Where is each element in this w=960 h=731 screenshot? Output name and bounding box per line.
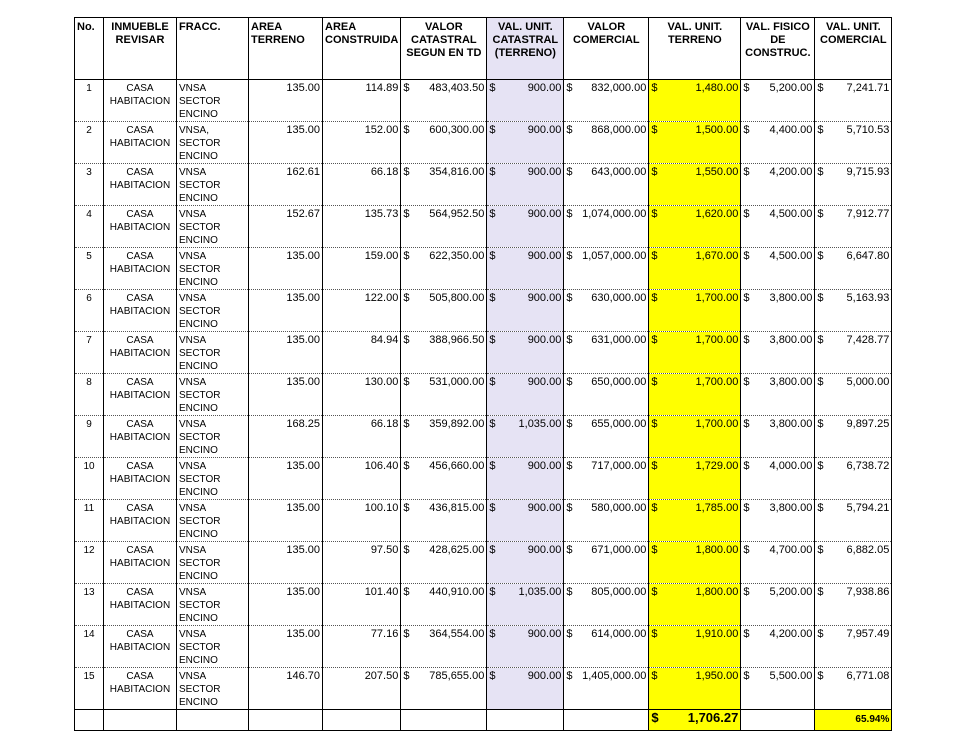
table-row	[75, 122, 892, 164]
cell-area-construida[interactable]: 207.50	[323, 668, 401, 710]
cell-inmueble[interactable]: CASA HABITACION	[104, 206, 177, 248]
cell-area-terreno[interactable]: 135.00	[249, 500, 323, 542]
cell-val-unit-terreno[interactable]: $ 1,729.00	[649, 458, 741, 500]
cell-valor-comercial[interactable]: $ 1,405,000.00	[564, 668, 649, 710]
currency-symbol: $	[489, 418, 496, 430]
cell-val-unit-terreno[interactable]: $ 1,700.00	[649, 332, 741, 374]
currency-symbol: $	[743, 124, 750, 136]
header-inmueble[interactable]: INMUEBLE REVISAR	[104, 18, 177, 80]
cell-val-unit-terreno[interactable]: $ 1,800.00	[649, 584, 741, 626]
currency-symbol: $	[817, 628, 824, 640]
cell-val-unit-comercial[interactable]: $ 5,794.21	[815, 500, 892, 542]
cell-area-construida[interactable]: 159.00	[323, 248, 401, 290]
cell-valor-catastral[interactable]: $ 428,625.00	[401, 542, 487, 584]
currency-symbol: $	[403, 502, 410, 514]
currency-symbol: $	[403, 628, 410, 640]
currency-symbol: $	[566, 628, 573, 640]
cell-fracc[interactable]: VNSA SECTOR ENCINO	[177, 164, 249, 206]
currency-symbol: $	[566, 670, 573, 682]
cell-val-unit-terreno[interactable]: $ 1,550.00	[649, 164, 741, 206]
currency-symbol: $	[817, 544, 824, 556]
cell-val-unit-comercial[interactable]: $ 7,938.86	[815, 584, 892, 626]
cell-valor-catastral[interactable]: $ 440,910.00	[401, 584, 487, 626]
cell-area-construida[interactable]: 130.00	[323, 374, 401, 416]
cell-fracc[interactable]: VNSA SECTOR ENCINO	[177, 458, 249, 500]
currency-symbol: $	[651, 82, 658, 94]
cell-val-unit-catastral[interactable]: $ 900.00	[487, 290, 564, 332]
currency-symbol: $	[489, 334, 496, 346]
cell-no[interactable]: 11	[75, 500, 104, 542]
currency-symbol: $	[743, 82, 750, 94]
currency-symbol: $	[566, 502, 573, 514]
currency-symbol: $	[817, 250, 824, 262]
cell-valor-comercial[interactable]: $ 868,000.00	[564, 122, 649, 164]
cell-no[interactable]: 14	[75, 626, 104, 668]
currency-symbol: $	[489, 502, 496, 514]
currency-symbol: $	[651, 460, 658, 472]
table-row	[75, 668, 892, 710]
valuation-table	[74, 17, 892, 731]
table-row	[75, 290, 892, 332]
cell-val-fisico[interactable]: $ 5,200.00	[741, 584, 815, 626]
cell-fracc[interactable]: VNSA SECTOR ENCINO	[177, 542, 249, 584]
cell-val-fisico[interactable]: $ 4,400.00	[741, 122, 815, 164]
cell-inmueble[interactable]: CASA HABITACION	[104, 374, 177, 416]
cell-val-unit-terreno[interactable]: $ 1,910.00	[649, 626, 741, 668]
cell-val-unit-terreno[interactable]: $ 1,700.00	[649, 374, 741, 416]
currency-symbol: $	[403, 250, 410, 262]
cell-val-fisico[interactable]: $ 4,500.00	[741, 248, 815, 290]
currency-symbol: $	[817, 586, 824, 598]
header-area-construida[interactable]: AREA CONSTRUIDA	[323, 18, 401, 80]
cell-val-unit-comercial[interactable]: $ 7,957.49	[815, 626, 892, 668]
cell-no[interactable]: 15	[75, 668, 104, 710]
cell-area-construida[interactable]: 100.10	[323, 500, 401, 542]
cell-inmueble[interactable]: CASA HABITACION	[104, 542, 177, 584]
cell-val-unit-terreno[interactable]: $ 1,480.00	[649, 80, 741, 122]
currency-symbol: $	[817, 460, 824, 472]
cell-area-construida[interactable]: 106.40	[323, 458, 401, 500]
cell-val-unit-comercial[interactable]: $ 6,882.05	[815, 542, 892, 584]
currency-symbol: $	[489, 124, 496, 136]
currency-symbol: $	[651, 544, 658, 556]
cell-no[interactable]: 9	[75, 416, 104, 458]
cell-valor-catastral[interactable]: $ 622,350.00	[401, 248, 487, 290]
currency-symbol: $	[651, 418, 658, 430]
currency-symbol: $	[743, 376, 750, 388]
cell-area-construida[interactable]: 135.73	[323, 206, 401, 248]
cell-val-fisico[interactable]: $ 4,200.00	[741, 626, 815, 668]
currency-symbol: $	[743, 166, 750, 178]
cell-fracc[interactable]: VNSA SECTOR ENCINO	[177, 290, 249, 332]
cell-val-unit-terreno[interactable]: $ 1,800.00	[649, 542, 741, 584]
cell-val-unit-comercial[interactable]: $ 5,163.93	[815, 290, 892, 332]
currency-symbol: $	[489, 460, 496, 472]
currency-symbol: $	[489, 544, 496, 556]
summary-row	[75, 710, 892, 731]
currency-symbol: $	[651, 334, 658, 346]
cell-area-construida[interactable]: 122.00	[323, 290, 401, 332]
currency-symbol: $	[403, 292, 410, 304]
currency-symbol: $	[403, 544, 410, 556]
cell-inmueble[interactable]: CASA HABITACION	[104, 248, 177, 290]
currency-symbol: $	[403, 208, 410, 220]
header-val-unit-catastral[interactable]: VAL. UNIT. CATASTRAL (TERRENO)	[487, 18, 564, 80]
cell-val-unit-catastral[interactable]: $ 900.00	[487, 332, 564, 374]
currency-symbol: $	[403, 418, 410, 430]
cell-inmueble[interactable]: CASA HABITACION	[104, 122, 177, 164]
cell-val-unit-terreno[interactable]: $ 1,500.00	[649, 122, 741, 164]
currency-symbol: $	[743, 334, 750, 346]
cell-val-unit-comercial[interactable]: $ 9,715.93	[815, 164, 892, 206]
cell-valor-catastral[interactable]: $ 354,816.00	[401, 164, 487, 206]
currency-symbol: $	[651, 250, 658, 262]
cell-val-unit-comercial[interactable]: $ 7,241.71	[815, 80, 892, 122]
table-row	[75, 500, 892, 542]
cell-fracc[interactable]: VNSA SECTOR ENCINO	[177, 248, 249, 290]
cell-val-unit-catastral[interactable]: $ 900.00	[487, 458, 564, 500]
table-row	[75, 626, 892, 668]
cell-val-unit-catastral[interactable]: $ 900.00	[487, 80, 564, 122]
cell-valor-catastral[interactable]: $ 483,403.50	[401, 80, 487, 122]
cell-area-terreno[interactable]: 135.00	[249, 626, 323, 668]
currency-symbol: $	[651, 292, 658, 304]
cell-area-terreno[interactable]: 135.00	[249, 458, 323, 500]
currency-symbol: $	[403, 124, 410, 136]
currency-symbol: $	[817, 670, 824, 682]
cell-val-fisico[interactable]: $ 3,800.00	[741, 332, 815, 374]
summary-cell[interactable]	[487, 710, 564, 731]
summary-cell[interactable]	[177, 710, 249, 731]
cell-val-fisico[interactable]: $ 4,000.00	[741, 458, 815, 500]
cell-val-unit-catastral[interactable]: $ 1,035.00	[487, 416, 564, 458]
cell-no[interactable]: 8	[75, 374, 104, 416]
table-row	[75, 416, 892, 458]
cell-val-unit-terreno[interactable]: $ 1,670.00	[649, 248, 741, 290]
currency-symbol: $	[566, 334, 573, 346]
cell-valor-catastral[interactable]: $ 388,966.50	[401, 332, 487, 374]
currency-symbol: $	[489, 376, 496, 388]
cell-fracc[interactable]: VNSA SECTOR ENCINO	[177, 500, 249, 542]
cell-fracc[interactable]: VNSA SECTOR ENCINO	[177, 374, 249, 416]
cell-inmueble[interactable]: CASA HABITACION	[104, 164, 177, 206]
cell-valor-catastral[interactable]: $ 600,300.00	[401, 122, 487, 164]
currency-symbol: $	[743, 292, 750, 304]
cell-no[interactable]: 6	[75, 290, 104, 332]
cell-val-fisico[interactable]: $ 4,500.00	[741, 206, 815, 248]
summary-percentage[interactable]: 65.94%	[815, 710, 892, 731]
cell-val-unit-comercial[interactable]: $ 6,738.72	[815, 458, 892, 500]
currency-symbol: $	[566, 544, 573, 556]
currency-symbol: $	[489, 166, 496, 178]
table-row	[75, 542, 892, 584]
currency-symbol: $	[489, 250, 496, 262]
cell-inmueble[interactable]: CASA HABITACION	[104, 626, 177, 668]
summary-cell[interactable]	[249, 710, 323, 731]
cell-area-terreno[interactable]: 135.00	[249, 584, 323, 626]
cell-fracc[interactable]: VNSA SECTOR ENCINO	[177, 80, 249, 122]
cell-valor-comercial[interactable]: $ 580,000.00	[564, 500, 649, 542]
currency-symbol: $	[489, 292, 496, 304]
cell-area-construida[interactable]: 77.16	[323, 626, 401, 668]
cell-no[interactable]: 4	[75, 206, 104, 248]
cell-valor-catastral[interactable]: $ 364,554.00	[401, 626, 487, 668]
cell-valor-comercial[interactable]: $ 655,000.00	[564, 416, 649, 458]
table-row	[75, 248, 892, 290]
cell-no[interactable]: 13	[75, 584, 104, 626]
cell-inmueble[interactable]: CASA HABITACION	[104, 584, 177, 626]
cell-val-unit-terreno[interactable]: $ 1,700.00	[649, 416, 741, 458]
currency-symbol: $	[566, 376, 573, 388]
cell-inmueble[interactable]: CASA HABITACION	[104, 668, 177, 710]
summary-cell[interactable]	[564, 710, 649, 731]
cell-val-unit-catastral[interactable]: $ 900.00	[487, 206, 564, 248]
cell-val-fisico[interactable]: $ 3,800.00	[741, 290, 815, 332]
currency-symbol: $	[651, 124, 658, 136]
header-row	[75, 18, 892, 80]
currency-symbol: $	[651, 166, 658, 178]
summary-avg-value: 1,706.27	[687, 710, 739, 725]
currency-symbol: $	[403, 82, 410, 94]
cell-valor-comercial[interactable]: $ 717,000.00	[564, 458, 649, 500]
currency-symbol: $	[489, 628, 496, 640]
cell-fracc[interactable]: VNSA SECTOR ENCINO	[177, 206, 249, 248]
currency-symbol: $	[817, 124, 824, 136]
cell-val-unit-catastral[interactable]: $ 1,035.00	[487, 584, 564, 626]
cell-val-fisico[interactable]: $ 5,500.00	[741, 668, 815, 710]
currency-symbol: $	[743, 208, 750, 220]
cell-valor-catastral[interactable]: $ 564,952.50	[401, 206, 487, 248]
cell-val-unit-comercial[interactable]: $ 7,428.77	[815, 332, 892, 374]
table-row	[75, 206, 892, 248]
cell-valor-comercial[interactable]: $ 614,000.00	[564, 626, 649, 668]
cell-val-fisico[interactable]: $ 4,200.00	[741, 164, 815, 206]
cell-fracc[interactable]: VNSA SECTOR ENCINO	[177, 626, 249, 668]
cell-area-terreno[interactable]: 152.67	[249, 206, 323, 248]
cell-val-unit-terreno[interactable]: $ 1,785.00	[649, 500, 741, 542]
cell-area-terreno[interactable]: 135.00	[249, 80, 323, 122]
cell-val-unit-catastral[interactable]: $ 900.00	[487, 122, 564, 164]
summary-cell[interactable]	[75, 710, 104, 731]
cell-val-unit-catastral[interactable]: $ 900.00	[487, 542, 564, 584]
table-row	[75, 458, 892, 500]
summary-cell[interactable]	[104, 710, 177, 731]
currency-symbol: $	[743, 502, 750, 514]
cell-inmueble[interactable]: CASA HABITACION	[104, 80, 177, 122]
cell-val-unit-comercial[interactable]: $ 9,897.25	[815, 416, 892, 458]
summary-cell[interactable]	[741, 710, 815, 731]
cell-val-unit-catastral[interactable]: $ 900.00	[487, 164, 564, 206]
currency-symbol: $	[403, 166, 410, 178]
cell-area-terreno[interactable]: 162.61	[249, 164, 323, 206]
currency-symbol: $	[743, 544, 750, 556]
cell-no[interactable]: 2	[75, 122, 104, 164]
currency-symbol: $	[651, 208, 658, 220]
currency-symbol: $	[566, 82, 573, 94]
currency-symbol: $	[489, 82, 496, 94]
currency-symbol: $	[651, 670, 658, 682]
cell-val-unit-terreno[interactable]: $ 1,620.00	[649, 206, 741, 248]
table-row	[75, 374, 892, 416]
summary-cell[interactable]	[401, 710, 487, 731]
currency-symbol: $	[566, 250, 573, 262]
currency-symbol: $	[403, 670, 410, 682]
cell-val-unit-comercial[interactable]: $ 7,912.77	[815, 206, 892, 248]
currency-symbol: $	[651, 586, 658, 598]
cell-val-fisico[interactable]: $ 3,800.00	[741, 374, 815, 416]
cell-val-unit-catastral[interactable]: $ 900.00	[487, 248, 564, 290]
summary-avg-val-unit-terreno[interactable]	[649, 710, 741, 731]
currency-symbol: $	[817, 292, 824, 304]
cell-no[interactable]: 5	[75, 248, 104, 290]
cell-val-unit-terreno[interactable]: $ 1,950.00	[649, 668, 741, 710]
currency-symbol: $	[566, 292, 573, 304]
cell-val-unit-catastral[interactable]: $ 900.00	[487, 374, 564, 416]
cell-val-fisico[interactable]: $ 3,800.00	[741, 500, 815, 542]
cell-val-unit-catastral[interactable]: $ 900.00	[487, 668, 564, 710]
cell-area-terreno[interactable]: 135.00	[249, 332, 323, 374]
currency-symbol: $	[743, 250, 750, 262]
cell-val-unit-comercial[interactable]: $ 6,647.80	[815, 248, 892, 290]
cell-fracc[interactable]: VNSA SECTOR ENCINO	[177, 416, 249, 458]
cell-area-construida[interactable]: 97.50	[323, 542, 401, 584]
cell-area-construida[interactable]: 152.00	[323, 122, 401, 164]
cell-inmueble[interactable]: CASA HABITACION	[104, 500, 177, 542]
cell-fracc[interactable]: VNSA SECTOR ENCINO	[177, 332, 249, 374]
cell-area-terreno[interactable]: 135.00	[249, 248, 323, 290]
cell-fracc[interactable]: VNSA SECTOR ENCINO	[177, 584, 249, 626]
currency-symbol: $	[651, 502, 658, 514]
currency-symbol: $	[566, 418, 573, 430]
cell-area-terreno[interactable]: 146.70	[249, 668, 323, 710]
cell-valor-comercial[interactable]: $ 832,000.00	[564, 80, 649, 122]
currency-symbol: $	[743, 670, 750, 682]
summary-cell[interactable]	[323, 710, 401, 731]
currency-symbol: $	[566, 460, 573, 472]
currency-symbol: $	[651, 710, 659, 725]
currency-symbol: $	[743, 460, 750, 472]
currency-symbol: $	[817, 166, 824, 178]
cell-no[interactable]: 1	[75, 80, 104, 122]
table-row	[75, 332, 892, 374]
cell-inmueble[interactable]: CASA HABITACION	[104, 290, 177, 332]
cell-valor-comercial[interactable]: $ 671,000.00	[564, 542, 649, 584]
cell-valor-comercial[interactable]: $ 631,000.00	[564, 332, 649, 374]
currency-symbol: $	[489, 586, 496, 598]
cell-val-fisico[interactable]: $ 5,200.00	[741, 80, 815, 122]
cell-area-construida[interactable]: 84.94	[323, 332, 401, 374]
cell-area-construida[interactable]: 66.18	[323, 164, 401, 206]
header-valor-catastral[interactable]: VALOR CATASTRAL SEGUN EN TD	[401, 18, 487, 80]
cell-fracc[interactable]: VNSA SECTOR ENCINO	[177, 668, 249, 710]
currency-symbol: $	[489, 670, 496, 682]
cell-no[interactable]: 10	[75, 458, 104, 500]
cell-valor-comercial[interactable]: $ 630,000.00	[564, 290, 649, 332]
table-row	[75, 80, 892, 122]
currency-symbol: $	[743, 418, 750, 430]
header-no[interactable]: No.	[75, 18, 104, 80]
cell-valor-catastral[interactable]: $ 436,815.00	[401, 500, 487, 542]
cell-area-terreno[interactable]: 135.00	[249, 542, 323, 584]
currency-symbol: $	[403, 334, 410, 346]
currency-symbol: $	[566, 166, 573, 178]
cell-valor-comercial[interactable]: $ 805,000.00	[564, 584, 649, 626]
cell-valor-comercial[interactable]: $ 643,000.00	[564, 164, 649, 206]
cell-inmueble[interactable]: CASA HABITACION	[104, 332, 177, 374]
cell-val-fisico[interactable]: $ 3,800.00	[741, 416, 815, 458]
cell-val-unit-catastral[interactable]: $ 900.00	[487, 626, 564, 668]
currency-symbol: $	[566, 586, 573, 598]
cell-valor-catastral[interactable]: $ 785,655.00	[401, 668, 487, 710]
header-val-unit-comercial[interactable]: VAL. UNIT. COMERCIAL	[815, 18, 892, 80]
cell-fracc[interactable]: VNSA, SECTOR ENCINO	[177, 122, 249, 164]
currency-symbol: $	[403, 460, 410, 472]
table-row	[75, 164, 892, 206]
currency-symbol: $	[817, 208, 824, 220]
currency-symbol: $	[817, 502, 824, 514]
cell-val-unit-comercial[interactable]: $ 5,710.53	[815, 122, 892, 164]
currency-symbol: $	[817, 334, 824, 346]
cell-valor-comercial[interactable]: $ 650,000.00	[564, 374, 649, 416]
currency-symbol: $	[403, 376, 410, 388]
currency-symbol: $	[817, 82, 824, 94]
cell-inmueble[interactable]: CASA HABITACION	[104, 458, 177, 500]
table-row	[75, 584, 892, 626]
cell-valor-catastral[interactable]: $ 456,660.00	[401, 458, 487, 500]
cell-area-terreno[interactable]: 135.00	[249, 290, 323, 332]
cell-val-unit-catastral[interactable]: $ 900.00	[487, 500, 564, 542]
cell-no[interactable]: 7	[75, 332, 104, 374]
currency-symbol: $	[651, 376, 658, 388]
currency-symbol: $	[743, 586, 750, 598]
cell-val-unit-comercial[interactable]: $ 5,000.00	[815, 374, 892, 416]
cell-valor-comercial[interactable]: $ 1,057,000.00	[564, 248, 649, 290]
currency-symbol: $	[566, 124, 573, 136]
cell-valor-comercial[interactable]: $ 1,074,000.00	[564, 206, 649, 248]
header-area-terreno[interactable]: AREA TERRENO	[249, 18, 323, 80]
cell-val-fisico[interactable]: $ 4,700.00	[741, 542, 815, 584]
cell-val-unit-comercial[interactable]: $ 6,771.08	[815, 668, 892, 710]
currency-symbol: $	[651, 628, 658, 640]
cell-area-construida[interactable]: 66.18	[323, 416, 401, 458]
currency-symbol: $	[817, 418, 824, 430]
cell-no[interactable]: 12	[75, 542, 104, 584]
cell-val-unit-terreno[interactable]: $ 1,700.00	[649, 290, 741, 332]
cell-area-terreno[interactable]: 135.00	[249, 374, 323, 416]
cell-area-construida[interactable]: 101.40	[323, 584, 401, 626]
cell-area-terreno[interactable]: 135.00	[249, 122, 323, 164]
currency-symbol: $	[403, 586, 410, 598]
currency-symbol: $	[489, 208, 496, 220]
currency-symbol: $	[566, 208, 573, 220]
header-val-fisico[interactable]: VAL. FISICO DE CONSTRUC.	[741, 18, 815, 80]
cell-inmueble[interactable]: CASA HABITACION	[104, 416, 177, 458]
cell-valor-catastral[interactable]: $ 505,800.00	[401, 290, 487, 332]
cell-area-terreno[interactable]: 168.25	[249, 416, 323, 458]
cell-valor-catastral[interactable]: $ 359,892.00	[401, 416, 487, 458]
cell-area-construida[interactable]: 114.89	[323, 80, 401, 122]
cell-valor-catastral[interactable]: $ 531,000.00	[401, 374, 487, 416]
header-val-unit-terreno[interactable]: VAL. UNIT. TERRENO	[649, 18, 741, 80]
currency-symbol: $	[817, 376, 824, 388]
header-valor-comercial[interactable]: VALOR COMERCIAL	[564, 18, 649, 80]
header-fracc[interactable]: FRACC.	[177, 18, 249, 80]
currency-symbol: $	[743, 628, 750, 640]
cell-no[interactable]: 3	[75, 164, 104, 206]
